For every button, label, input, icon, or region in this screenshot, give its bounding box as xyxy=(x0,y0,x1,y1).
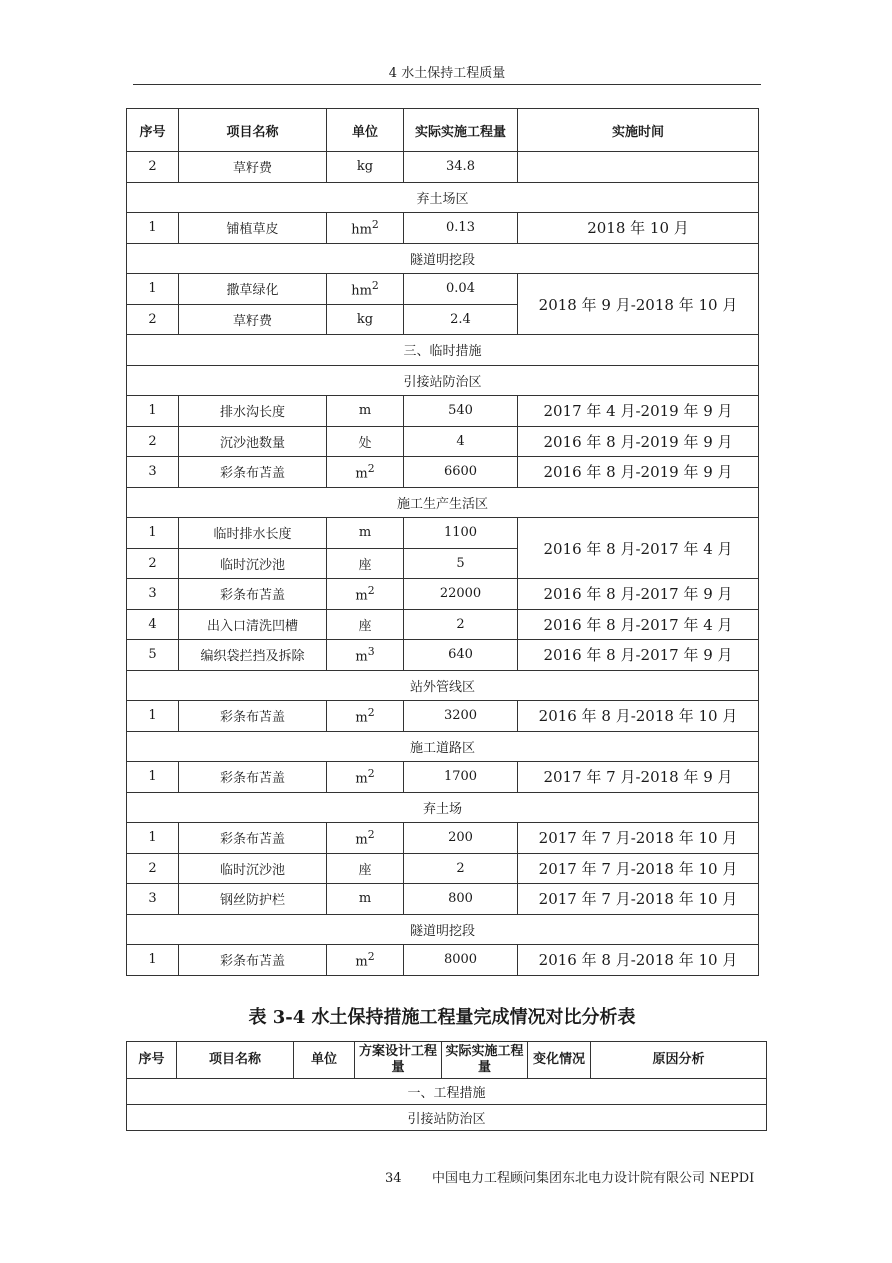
section-row: 三、临时措施 xyxy=(127,335,759,366)
table-row: 1 彩条布苫盖 $m^2$ 3200 2016 年 8 月-2018 年 10 月 xyxy=(127,701,759,732)
table-caption: 表 3-4 水土保持措施工程量完成情况对比分析表 xyxy=(248,1007,636,1028)
table-row: 2 临时沉沙池 座 5 xyxy=(127,548,759,579)
col-header-reason: 原因分析 xyxy=(591,1042,767,1079)
table-header-row xyxy=(127,109,759,152)
table-row: 1 彩条布苫盖 $m^2$ 200 2017 年 7 月-2018 年 10 月 xyxy=(127,823,759,854)
table-row: 2 临时沉沙池 座 2 2017 年 7 月-2018 年 10 月 xyxy=(127,853,759,884)
col-header-design-qty: 方案设计工程量 xyxy=(355,1042,442,1079)
col-header-unit: 单位 xyxy=(327,109,404,152)
section-row: 弃土场 xyxy=(127,792,759,823)
table-row: 2 草籽费 kg 2.4 xyxy=(127,304,759,335)
quantity-table xyxy=(126,108,759,976)
table-row: 1 铺植草皮 $hm^2$ 0.13 2018 年 10 月 xyxy=(127,213,759,244)
table-row: 2 沉沙池数量 处 4 2016 年 8 月-2019 年 9 月 xyxy=(127,426,759,457)
section-row: 一、工程措施 xyxy=(127,1079,767,1105)
col-header-name: 项目名称 xyxy=(179,109,327,152)
col-header-change: 变化情况 xyxy=(528,1042,591,1079)
col-header-actual-qty: 实际实施工程量 xyxy=(442,1042,528,1079)
table-header-row xyxy=(127,1042,767,1079)
section-row: 施工道路区 xyxy=(127,731,759,762)
section-row: 引接站防治区 xyxy=(127,1105,767,1131)
page-header: 4 水土保持工程质量 xyxy=(133,64,761,85)
col-header-unit: 单位 xyxy=(294,1042,355,1079)
col-header-no: 序号 xyxy=(127,1042,177,1079)
col-header-no: 序号 xyxy=(127,109,179,152)
section-row: 施工生产生活区 xyxy=(127,487,759,518)
section-row: 隧道明挖段 xyxy=(127,914,759,945)
section-row: 弃土场区 xyxy=(127,182,759,213)
page-number: 34 xyxy=(385,1171,402,1186)
table-row: 5 编织袋拦挡及拆除 $m^3$ 640 2016 年 8 月-2017 年 9 月 xyxy=(127,640,759,671)
comparison-table xyxy=(126,1041,767,1131)
section-row: 隧道明挖段 xyxy=(127,243,759,274)
section-row: 引接站防治区 xyxy=(127,365,759,396)
table-row: 3 彩条布苫盖 $m^2$ 6600 2016 年 8 月-2019 年 9 月 xyxy=(127,457,759,488)
table-row: 1 彩条布苫盖 $m^2$ 1700 2017 年 7 月-2018 年 9 月 xyxy=(127,762,759,793)
table-row: 4 出入口清洗凹槽 座 2 2016 年 8 月-2017 年 4 月 xyxy=(127,609,759,640)
table-row: 1 临时排水长度 m 1100 2016 年 8 月-2017 年 4 月 xyxy=(127,518,759,549)
table-row: 1 排水沟长度 m 540 2017 年 4 月-2019 年 9 月 xyxy=(127,396,759,427)
col-header-name: 项目名称 xyxy=(177,1042,294,1079)
col-header-qty: 实际实施工程量 xyxy=(404,109,518,152)
col-header-time: 实施时间 xyxy=(518,109,759,152)
table-row: 2 草籽费 kg 34.8 xyxy=(127,152,759,183)
table-row: 1 彩条布苫盖 $m^2$ 8000 2016 年 8 月-2018 年 10 月 xyxy=(127,945,759,976)
footer-organization: 中国电力工程顾问集团东北电力设计院有限公司 NEPDI xyxy=(432,1171,755,1186)
section-row: 站外管线区 xyxy=(127,670,759,701)
table-row: 1 撒草绿化 $hm^2$ 0.04 2018 年 9 月-2018 年 10 月 xyxy=(127,274,759,305)
table-row: 3 彩条布苫盖 $m^2$ 22000 2016 年 8 月-2017 年 9 月 xyxy=(127,579,759,610)
table-row: 3 钢丝防护栏 m 800 2017 年 7 月-2018 年 10 月 xyxy=(127,884,759,915)
